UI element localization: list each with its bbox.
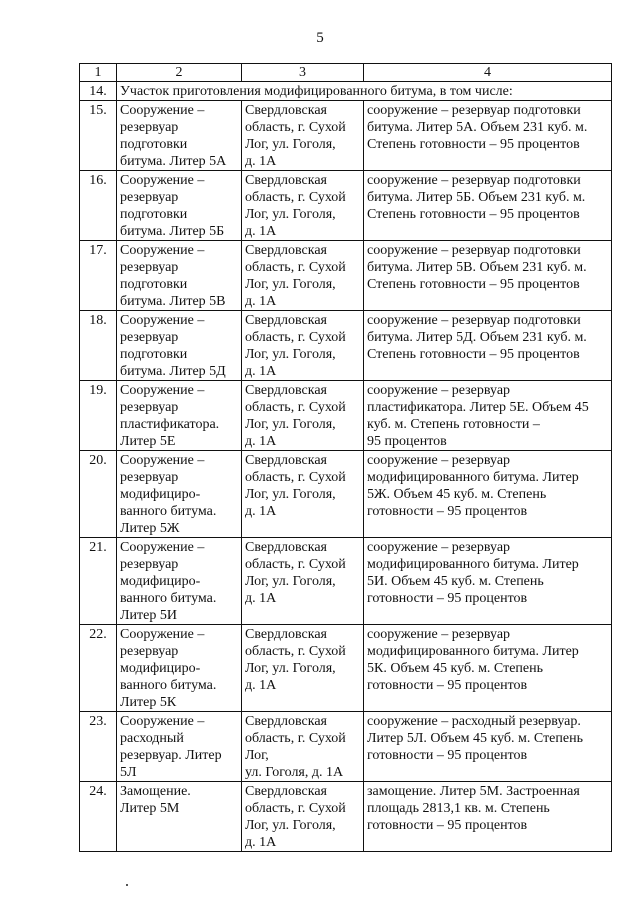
description-cell: сооружение – резервуар пластификатора. Литер 5Е. Объем 45 куб. м. Степень готовности – 95 процентов (364, 381, 612, 451)
row-number: 20. (80, 451, 117, 538)
column-number-4: 4 (364, 64, 612, 82)
description-cell: сооружение – резервуар модифицированного битума. Литер 5К. Объем 45 куб. м. Степень готовности – 95 процентов (364, 625, 612, 712)
table-row (80, 712, 612, 782)
page-number: 5 (316, 30, 324, 46)
description-cell: замощение. Литер 5М. Застроенная площадь 2813,1 кв. м. Степень готовности – 95 процентов (364, 782, 612, 852)
scan-speck (126, 884, 128, 886)
description-cell: сооружение – резервуар подготовки битума. Литер 5А. Объем 231 куб. м. Степень готовности – 95 процентов (364, 101, 612, 171)
table-row (80, 171, 612, 241)
table-body (80, 64, 612, 852)
address-cell: Свердловская область, г. Сухой Лог, ул. Гоголя, д. 1А (242, 381, 364, 451)
address-cell: Свердловская область, г. Сухой Лог, ул. Гоголя, д. 1А (242, 171, 364, 241)
description-cell: сооружение – резервуар модифицированного битума. Литер 5И. Объем 45 куб. м. Степень готовности – 95 процентов (364, 538, 612, 625)
object-name-cell: Сооружение – резервуар модифициро- ванного битума. Литер 5Ж (117, 451, 242, 538)
table-row (80, 625, 612, 712)
row-number: 23. (80, 712, 117, 782)
object-name-cell: Замощение. Литер 5М (117, 782, 242, 852)
description-cell: сооружение – резервуар подготовки битума. Литер 5В. Объем 231 куб. м. Степень готовности – 95 процентов (364, 241, 612, 311)
address-cell: Свердловская область, г. Сухой Лог, ул. Гоголя, д. 1А (242, 625, 364, 712)
address-cell: Свердловская область, г. Сухой Лог, ул. Гоголя, д. 1А (242, 101, 364, 171)
row-number: 18. (80, 311, 117, 381)
column-number-row (80, 64, 612, 82)
table-row (80, 241, 612, 311)
row-number: 22. (80, 625, 117, 712)
section-number: 14. (80, 82, 117, 101)
section-row (80, 82, 612, 101)
object-name-cell: Сооружение – резервуар пластификатора. Литер 5Е (117, 381, 242, 451)
column-number-3: 3 (242, 64, 364, 82)
object-name-cell: Сооружение – резервуар подготовки битума. Литер 5А (117, 101, 242, 171)
row-number: 21. (80, 538, 117, 625)
address-cell: Свердловская область, г. Сухой Лог, ул. Гоголя, д. 1А (242, 782, 364, 852)
object-name-cell: Сооружение – резервуар подготовки битума. Литер 5Б (117, 171, 242, 241)
table-row (80, 782, 612, 852)
table-row (80, 451, 612, 538)
column-number-1: 1 (80, 64, 117, 82)
row-number: 16. (80, 171, 117, 241)
section-title: Участок приготовления модифицированного битума, в том числе: (117, 82, 612, 101)
row-number: 24. (80, 782, 117, 852)
description-cell: сооружение – резервуар модифицированного битума. Литер 5Ж. Объем 45 куб. м. Степень готовности – 95 процентов (364, 451, 612, 538)
row-number: 15. (80, 101, 117, 171)
address-cell: Свердловская область, г. Сухой Лог, ул. Гоголя, д. 1А (242, 712, 364, 782)
address-cell: Свердловская область, г. Сухой Лог, ул. Гоголя, д. 1А (242, 451, 364, 538)
row-number: 17. (80, 241, 117, 311)
table-row (80, 381, 612, 451)
object-name-cell: Сооружение – расходный резервуар. Литер 5Л (117, 712, 242, 782)
table-row (80, 101, 612, 171)
object-name-cell: Сооружение – резервуар подготовки битума. Литер 5Д (117, 311, 242, 381)
address-cell: Свердловская область, г. Сухой Лог, ул. Гоголя, д. 1А (242, 241, 364, 311)
column-number-2: 2 (117, 64, 242, 82)
object-name-cell: Сооружение – резервуар модифициро- ванного битума. Литер 5К (117, 625, 242, 712)
description-cell: сооружение – резервуар подготовки битума. Литер 5Б. Объем 231 куб. м. Степень готовности – 95 процентов (364, 171, 612, 241)
address-cell: Свердловская область, г. Сухой Лог, ул. Гоголя, д. 1А (242, 311, 364, 381)
row-number: 19. (80, 381, 117, 451)
object-name-cell: Сооружение – резервуар модифициро- ванного битума. Литер 5И (117, 538, 242, 625)
table-row (80, 538, 612, 625)
description-cell: сооружение – расходный резервуар. Литер 5Л. Объем 45 куб. м. Степень готовности – 95 процентов (364, 712, 612, 782)
table-row (80, 311, 612, 381)
property-table (79, 63, 612, 852)
address-cell: Свердловская область, г. Сухой Лог, ул. Гоголя, д. 1А (242, 538, 364, 625)
object-name-cell: Сооружение – резервуар подготовки битума. Литер 5В (117, 241, 242, 311)
description-cell: сооружение – резервуар подготовки битума. Литер 5Д. Объем 231 куб. м. Степень готовности – 95 процентов (364, 311, 612, 381)
